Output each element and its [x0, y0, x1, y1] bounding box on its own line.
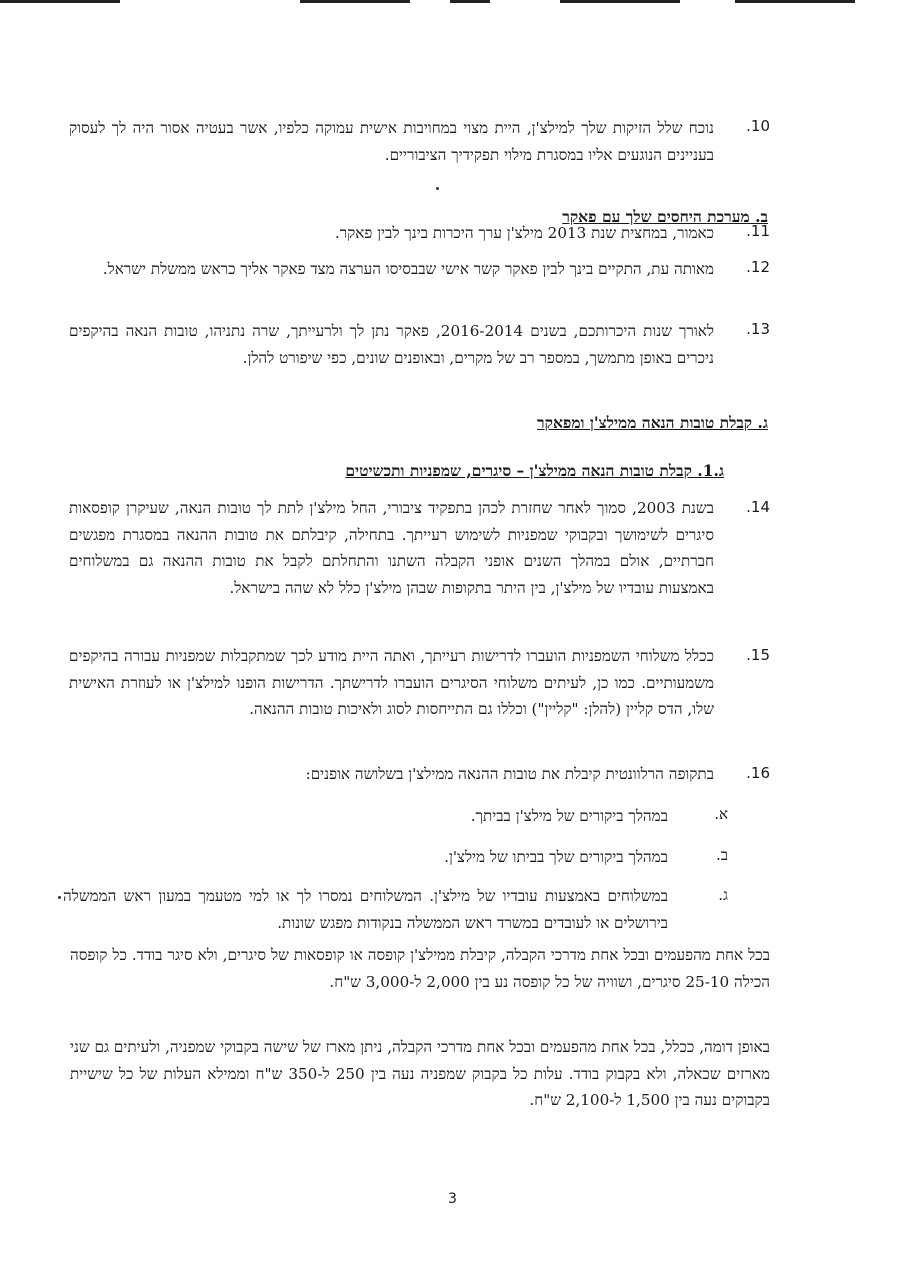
- scan-edge-mark: [0, 0, 120, 3]
- subitem-b: במהלך ביקורים שלך בביתו של מילצ'ן.: [444, 848, 668, 866]
- scan-edge-mark: [735, 0, 855, 3]
- paragraph-number: 13.: [746, 320, 770, 338]
- subitem-label: ב.: [716, 846, 728, 864]
- paragraph-12: מאותה עת, התקיים בינך לבין פאקר קשר אישי שבבסיסו הערצה מצד פאקר אליך כראש ממשלת ישראל.: [102, 260, 714, 278]
- subsection-heading-g1: ג.1. קבלת טובות הנאה ממילצ'ן – סיגרים, שמפניות ותכשיטים: [345, 461, 724, 480]
- scan-edge-mark: [560, 0, 680, 3]
- subitem-label: ג.: [718, 886, 728, 904]
- subitem-c: במשלוחים באמצעות עובדיו של מילצ'ן. המשלוחים נמסרו לך או למי מטעמך במעון ראש הממשלה בירושלים או לעובדים במשרד ראש הממשלה בנקודות מפגש שונות.: [63, 887, 668, 932]
- champagne-paragraph: באופן דומה, ככלל, בכל אחת מהפעמים ובכל אחת מדרכי הקבלה, ניתן מארז של שישה בקבוקי שמפניה, ולעיתים גם שני מארזים שכאלה, ולא בקבוק בודד. עלות כל בקבוק שמפניה נעה בין 250 ל-350 ש"ח וממילא העלות של כל שישיית בקבוקים נעה בין 1,500 ל-2,100 ש"ח.: [70, 1038, 770, 1109]
- paragraph-number: 11.: [746, 222, 770, 240]
- scan-speck: [58, 896, 61, 899]
- scan-speck: [436, 187, 439, 190]
- paragraph-number: 10.: [746, 117, 770, 135]
- subitem-a: במהלך ביקורים של מילצ'ן בביתך.: [470, 807, 668, 825]
- paragraph-number: 15.: [746, 646, 770, 664]
- paragraph-16: בתקופה הרלוונטית קיבלת את טובות ההנאה ממילצ'ן בשלושה אופנים:: [305, 765, 714, 783]
- paragraph-number: 14.: [746, 498, 770, 516]
- page-number: 3: [448, 1191, 457, 1207]
- paragraph-13: לאורך שנות היכרותכם, בשנים 2016-2014, פאקר נתן לך ולרעייתך, שרה נתניהו, טובות הנאה בהיקפים ניכרים באופן מתמשך, במספר רב של מקרים, ובאופנים שונים, כפי שיפורט להלן.: [69, 322, 715, 367]
- paragraph-number: 16.: [746, 764, 770, 782]
- section-heading-b: ב. מערכת היחסים שלך עם פאקר: [562, 207, 768, 226]
- scan-edge-mark: [450, 0, 490, 3]
- paragraph-14: בשנת 2003, סמוך לאחר שחזרת לכהן בתפקיד ציבורי, החל מילצ'ן לתת לך טובות הנאה, שעיקרן קופסאות סיגרים לשימושך ובקבוקי שמפניות לשימוש רעייתך. בתחילה, קיבלתם את טובות ההנאה במסגרת מפגשים חברתיים, אולם במהלך השנים אופני הקבלה השתנו והתחלתם לקבל את טובות ההנאה גם במשלוחים באמצעות עובדיו של מילצ'ן, בין היתר בתקופות שבהן מילצ'ן כלל לא שהה בישראל.: [69, 499, 714, 597]
- paragraph-10: נוכח שלל הזיקות שלך למילצ'ן, היית מצוי במחויבות אישית עמוקה כלפיו, אשר בעטיה אסור היה לך לעסוק בעניינים הנוגעים אליו במסגרת מילוי תפקידיך הציבוריים.: [69, 119, 714, 164]
- subitem-label: א.: [714, 805, 728, 823]
- section-heading-g: ג. קבלת טובות הנאה ממילצ'ן ומפאקר: [537, 413, 768, 432]
- scan-edge-mark: [300, 0, 410, 3]
- cigars-paragraph: בכל אחת מהפעמים ובכל אחת מדרכי הקבלה, קיבלת ממילצ'ן קופסה או קופסאות של סיגרים, ולא סיגר בודד. כל קופסה הכילה 25-10 סיגרים, ושוויה של כל קופסה נע בין 2,000 ל-3,000 ש"ח.: [70, 946, 770, 991]
- paragraph-15: ככלל משלוחי השמפניות הועברו לדרישות רעייתך, ואתה היית מודע לכך שמתקבלות שמפניות עבורה בהיקפים משמעותיים. כמו כן, לעיתים משלוחי הסיגרים הועברו לדרישתך. הדרישות הופנו למילצ'ן או לעוזרת האישית שלו, הדס קליין (להלן: "קליין") וכללו גם התייחסות לסוג ולאיכות טובות ההנאה.: [69, 647, 714, 718]
- paragraph-11: כאמור, במחצית שנת 2013 מילצ'ן ערך היכרות בינך לבין פאקר.: [334, 224, 714, 242]
- paragraph-number: 12.: [746, 258, 770, 276]
